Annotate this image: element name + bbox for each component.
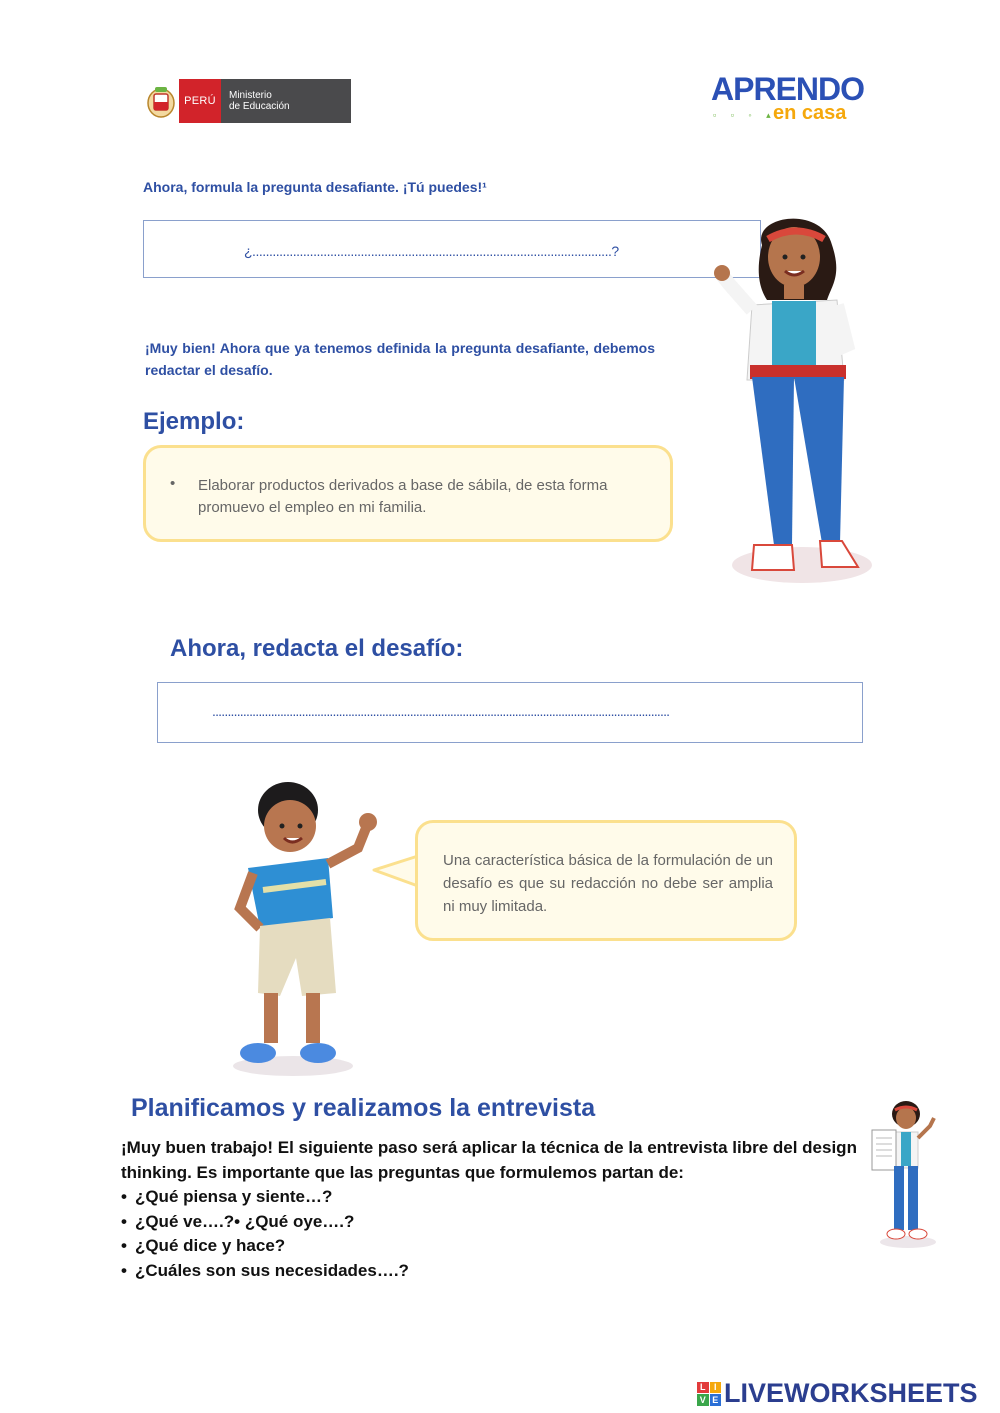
coat-of-arms-icon [143, 79, 179, 123]
aprendo-en-casa-logo [711, 72, 871, 132]
logo-letter: L [697, 1382, 709, 1394]
example-bullet: • [170, 475, 176, 492]
logo-letter: V [697, 1394, 709, 1406]
plan-heading: Planificamos y realizamos la entrevista [131, 1094, 596, 1122]
logo-letter: E [710, 1394, 722, 1406]
list-item: • ¿Qué ve….?• ¿Qué oye….? [121, 1210, 409, 1235]
challenge-answer-box[interactable] [157, 682, 863, 743]
example-heading: Ejemplo: [143, 408, 245, 435]
liveworksheets-grid-icon [697, 1382, 721, 1406]
challenge-placeholder: .................................................................................................................................................... [212, 703, 670, 719]
example-text: Elaborar productos derivados a base de sábila, de esta forma promuevo el empleo en mi familia. [198, 477, 608, 516]
question-answer-box[interactable] [143, 220, 761, 278]
ministry-logo [143, 79, 351, 123]
followup-text: ¡Muy bien! Ahora que ya tenemos definida la pregunta desafiante, debemos redactar el desafío. [145, 340, 655, 378]
boy-illustration [218, 778, 383, 1078]
brand-dots-icon: ▫ ▫ ◦ ▴ [713, 110, 777, 120]
liveworksheets-logo [697, 1378, 978, 1409]
ministry-name [221, 79, 351, 123]
girl-illustration [712, 205, 882, 590]
list-item: • ¿Cuáles son sus necesidades….? [121, 1259, 409, 1284]
ministry-line-1: Ministerio [229, 90, 272, 101]
brand-line-1: APRENDO [711, 71, 865, 107]
list-item: • ¿Qué piensa y siente…? [121, 1185, 409, 1210]
plan-paragraph: ¡Muy buen trabajo! El siguiente paso será aplicar la técnica de la entrevista libre del design thinking. Es importante que las preguntas que formulemos partan de: [121, 1138, 857, 1182]
logo-letter: I [710, 1382, 722, 1394]
speech-text: Una característica básica de la formulación de un desafío es que su redacción no debe ser amplia ni muy limitada. [443, 852, 773, 915]
ministry-line-2: de Educación [229, 101, 290, 112]
plan-question-list [121, 1185, 409, 1283]
question-placeholder: ¿..........................................................................................................? [244, 243, 619, 259]
example-callout [143, 445, 673, 542]
liveworksheets-wordmark: LIVEWORKSHEETS [724, 1378, 978, 1408]
peru-label: PERÚ [179, 79, 221, 123]
challenge-heading: Ahora, redacta el desafío: [170, 635, 464, 662]
brand-line-2: en casa [773, 102, 847, 124]
question-instruction: Ahora, formula la pregunta desafiante. ¡Tú puedes!¹ [143, 179, 487, 195]
list-item: • ¿Qué dice y hace? [121, 1234, 409, 1259]
speech-bubble [415, 820, 797, 941]
girl-with-paper-illustration [868, 1098, 946, 1250]
